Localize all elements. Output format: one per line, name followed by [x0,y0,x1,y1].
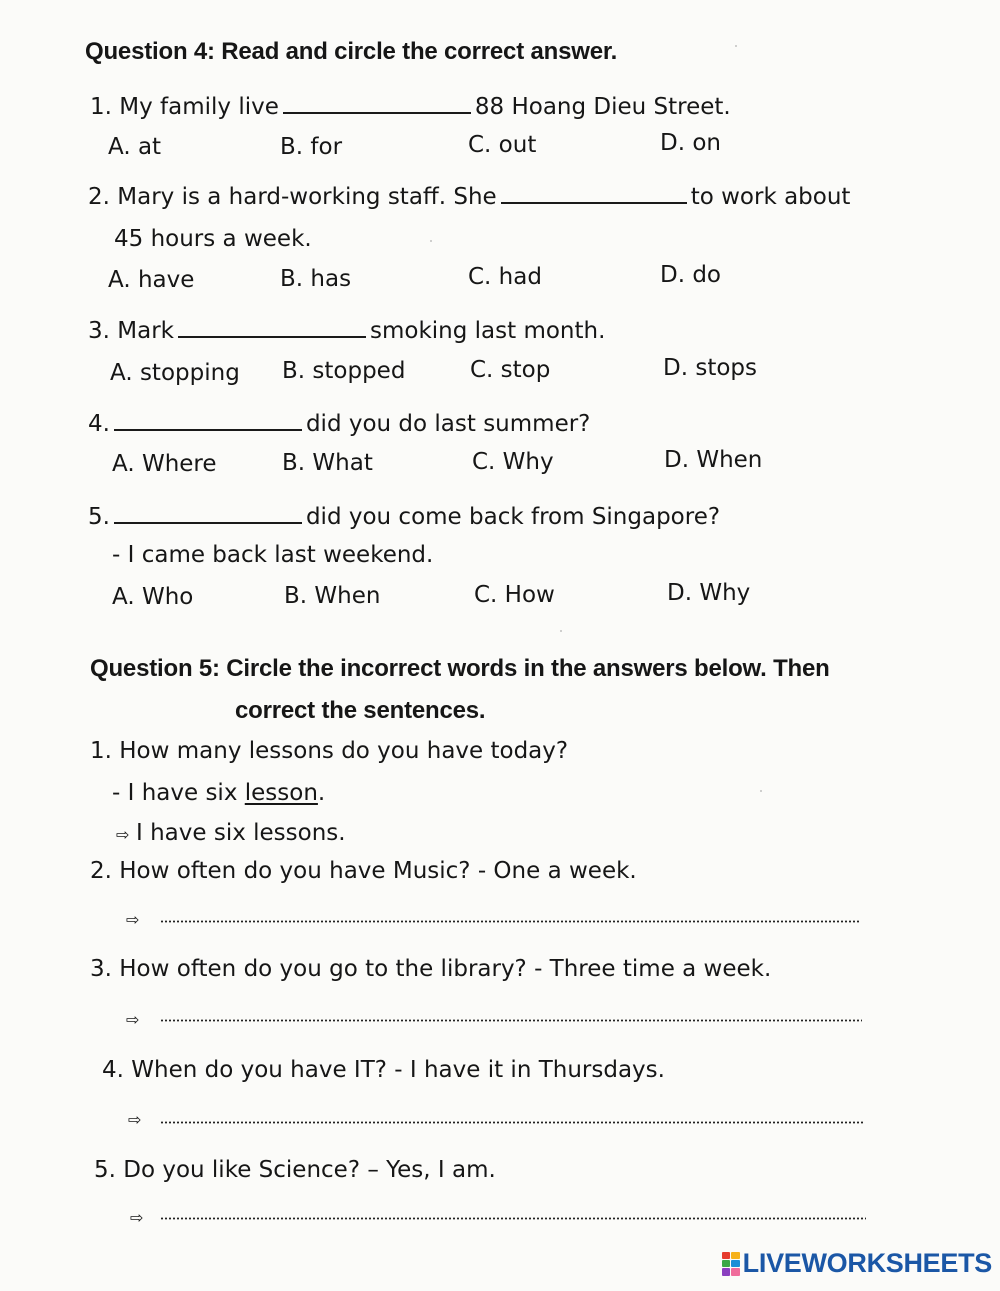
q4-item-5-option-c[interactable]: C. How [474,582,555,608]
arrow-icon: ⇨ [128,1110,142,1129]
q4-item-5-option-d[interactable]: D. Why [667,580,751,606]
q4-item-5-blank[interactable] [114,502,302,524]
q4-item-4 [88,409,590,437]
q4-item-2-rest: to work about [690,184,851,210]
q4-item-3-prompt: 3. Mark [88,318,174,344]
q4-item-3 [88,316,605,344]
q5-item-3: 3. How often do you go to the library? - Three time a week. [90,956,772,982]
q4-item-3-option-c[interactable]: C. stop [470,357,551,383]
q4-item-5-option-b[interactable]: B. When [284,583,381,609]
scan-speck [760,790,762,792]
q4-item-5-option-a[interactable]: A. Who [112,584,194,610]
q4-item-4-option-d[interactable]: D. When [664,447,763,473]
q4-item-2-prompt: 2. Mary is a hard-working staff. She [88,184,497,210]
q4-item-3-option-d[interactable]: D. stops [663,355,757,381]
q4-item-3-option-b[interactable]: B. stopped [282,358,406,384]
question-5-heading-cont: correct the sentences. [235,697,486,724]
q4-item-4-rest: did you do last summer? [305,411,591,437]
question-4-heading: Question 4: Read and circle the correct answer. [85,38,618,65]
q5-example-correction-text: I have six lessons. [136,820,346,846]
logo-block [731,1260,740,1267]
question-5-heading: Question 5: Circle the incorrect words in the answers below. Then [90,655,830,682]
scan-speck [735,45,737,47]
arrow-icon: ⇨ [130,1208,144,1227]
q5-example-question: 1. How many lessons do you have today? [90,738,569,764]
q5-example-answer-post: . [317,780,326,806]
q4-item-1-blank[interactable] [283,92,471,114]
q5-example-answer-pre: - I have six [112,780,245,806]
arrow-icon: ⇨ [126,1010,140,1029]
q5-item-4: 4. When do you have IT? - I have it in Thursdays. [102,1057,665,1083]
q4-item-2-continuation: 45 hours a week. [114,226,312,252]
q5-example-correction [116,820,346,846]
q4-item-1-option-b[interactable]: B. for [280,134,343,160]
liveworksheets-logo-icon [722,1252,740,1276]
scan-speck [560,630,562,632]
q4-item-1-option-d[interactable]: D. on [660,130,721,156]
q4-item-4-option-c[interactable]: C. Why [472,449,554,475]
q4-item-2-option-d[interactable]: D. do [660,262,722,288]
logo-block [722,1268,731,1275]
q4-item-5-prompt: 5. [88,504,110,530]
q4-item-5-rest: did you come back from Singapore? [305,504,721,530]
liveworksheets-logo [722,1248,992,1279]
q4-item-1-prompt: 1. My family live [90,94,279,120]
q4-item-3-option-a[interactable]: A. stopping [110,360,240,386]
q4-item-4-prompt: 4. [88,411,110,437]
logo-block [722,1252,731,1259]
q4-item-1-rest: 88 Hoang Dieu Street. [474,94,731,120]
arrow-icon: ⇨ [126,910,140,929]
liveworksheets-wordmark: LIVEWORKSHEETS [742,1248,992,1278]
q5-item-2-answer-line[interactable] [160,920,860,923]
logo-block [731,1268,740,1275]
q4-item-1-option-c[interactable]: C. out [468,132,537,158]
q5-item-4-answer-line[interactable] [160,1121,864,1124]
q4-item-2-blank[interactable] [501,182,687,204]
q4-item-2 [88,182,850,210]
logo-block [731,1252,740,1259]
q4-item-2-option-c[interactable]: C. had [468,264,542,290]
q4-item-3-rest: smoking last month. [369,318,606,344]
q5-item-5-answer-line[interactable] [160,1217,866,1220]
q4-item-4-option-a[interactable]: A. Where [112,451,217,477]
q4-item-1-option-a[interactable]: A. at [108,134,162,160]
q4-item-2-option-a[interactable]: A. have [108,267,195,293]
q4-item-5 [88,502,720,530]
q4-item-4-blank[interactable] [114,409,302,431]
q4-item-1 [90,92,731,120]
q4-item-5-continuation: - I came back last weekend. [112,542,434,568]
q4-item-3-blank[interactable] [178,316,366,338]
q5-item-3-answer-line[interactable] [160,1019,862,1022]
q5-example-answer [112,780,325,806]
arrow-icon: ⇨ [116,825,130,844]
q5-item-2: 2. How often do you have Music? - One a week. [90,858,637,884]
logo-block [722,1260,731,1267]
q5-example-incorrect-word: lesson [244,780,318,806]
q4-item-2-option-b[interactable]: B. has [280,266,352,292]
q4-item-4-option-b[interactable]: B. What [282,450,373,476]
q5-item-5: 5. Do you like Science? – Yes, I am. [94,1157,496,1183]
scan-speck [430,240,432,242]
